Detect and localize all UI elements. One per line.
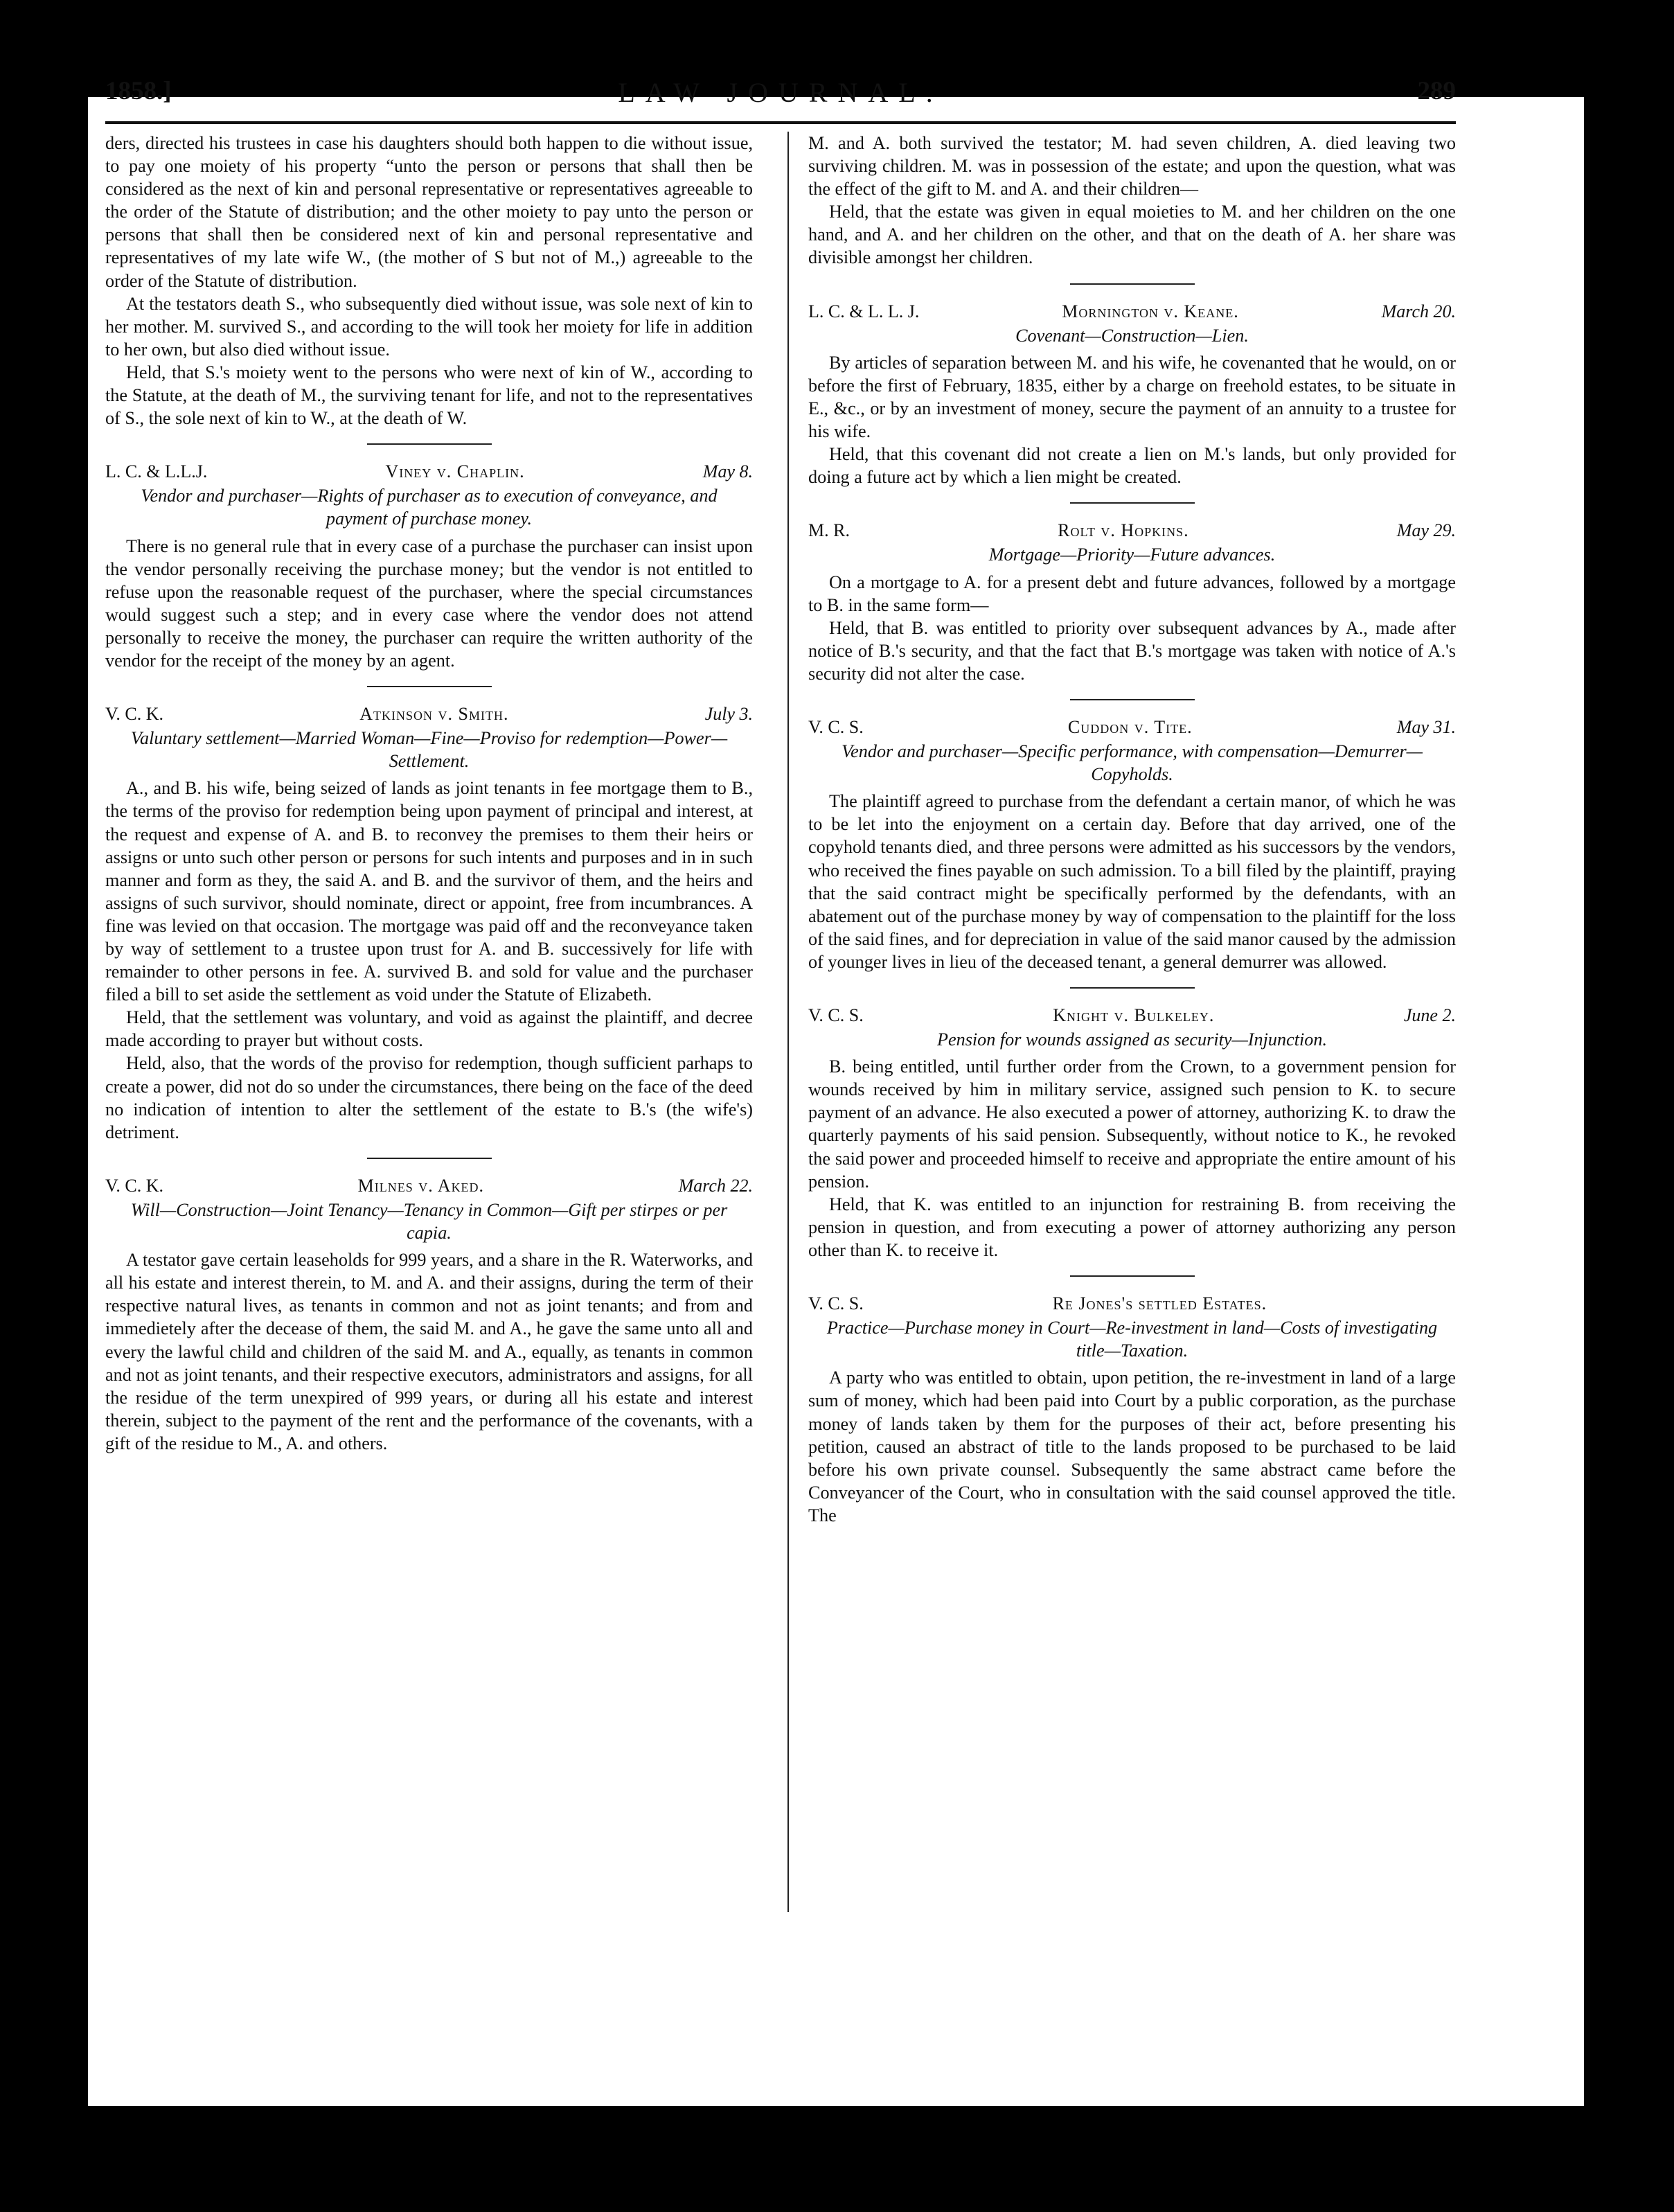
left-column <box>105 132 753 1455</box>
case-title: Knight v. Bulkeley. <box>1053 1005 1215 1025</box>
case-subject: Vendor and purchaser—Specific performance, with compensation—Demurrer—Copyholds. <box>842 741 1423 785</box>
case-court: L. C. & L. L. J. <box>808 301 920 321</box>
case-subject: Vendor and purchaser—Rights of purchaser as to execution of conveyance, and payment of purchase money. <box>141 486 718 529</box>
case-heading <box>808 1292 1456 1315</box>
section-rule <box>1070 1275 1195 1277</box>
page-header <box>105 76 1456 118</box>
case-date: July 3. <box>704 704 753 725</box>
case-court: V. C. K. <box>105 704 164 725</box>
continuation-paragraph: At the testators death S., who subsequently died without issue, was sole next of kin to her mother. M. survived S., and according to the will took her moiety for life in addition to her own, but also died without issue. <box>105 293 753 360</box>
case-paragraph: B. being entitled, until further order from the Crown, to a government pension for wounds received by him in military service, assigned such pension to K. to secure payment of an advance. He also executed a power of attorney, authorizing K. to draw the quarterly payments of his said pension. Subsequently, without notice to K., he revoked the said power and proceeded himself to receive and appropriate the entire amount of his pension. <box>808 1056 1456 1192</box>
case-entry <box>105 702 753 1144</box>
case-heading <box>808 1004 1456 1027</box>
case-subject: Practice—Purchase money in Court—Re-investment in land—Costs of investigating title—Taxation. <box>826 1318 1438 1361</box>
case-title: Mornington v. Keane. <box>1062 301 1239 321</box>
case-heading <box>808 716 1456 738</box>
case-paragraph: Held, that the settlement was voluntary, and void as against the plaintiff, and decree made according to prayer but without costs. <box>105 1007 753 1051</box>
case-court: V. C. S. <box>808 1005 864 1025</box>
case-court: M. R. <box>808 520 850 541</box>
case-paragraph: The plaintiff agreed to purchase from the defendant a certain manor, of which he was to be let into the enjoyment on a certain day. Before that day arrived, one of the copyhold tenants died, and three persons were admitted as his successors by the vendors, who received the fines payable on such admission. To a bill filed by the plaintiff, praying that the said contract might be specifically performed by the defendants, with an abatement out of the purchase money by way of compensation to the plaintiff for the loss of the said fines, and for depreciation in value of the said manor caused by the admission of younger lives in lieu of the deceased tenant, a general demurrer was allowed. <box>808 791 1456 972</box>
case-entry <box>808 716 1456 973</box>
case-heading <box>105 1174 753 1197</box>
header-year: 1858.] <box>105 77 172 105</box>
page-number: 289 <box>1417 77 1456 105</box>
case-paragraph: Held, that K. was entitled to an injunction for restraining B. from receiving the pension in question, and from executing a power of attorney authorizing any person other than K. to receive it. <box>808 1194 1456 1260</box>
section-rule <box>1070 283 1195 285</box>
case-entry <box>808 1292 1456 1527</box>
case-court: V. C. S. <box>808 716 864 737</box>
case-title: Cuddon v. Tite. <box>1067 716 1193 737</box>
case-heading <box>808 300 1456 323</box>
case-date: June 2. <box>1403 1005 1456 1025</box>
case-paragraph: By articles of separation between M. and his wife, he covenanted that he would, on or before the first of February, 1835, either by a charge on freehold estates, to be situate in E., &c., or by an investment of money, secure the payment of an annuity to a trustee for his wife. <box>808 352 1456 442</box>
case-paragraph: Held, that B. was entitled to priority over subsequent advances by A., made after notice of B.'s security, and that the fact that B.'s mortgage was taken with notice of A.'s security did not alter the case. <box>808 617 1456 684</box>
case-entry <box>808 519 1456 685</box>
case-date: May 8. <box>702 461 753 482</box>
case-paragraph: Held, that this covenant did not create a lien on M.'s lands, but only provided for doing a future act by which a lien might be created. <box>808 444 1456 488</box>
case-heading <box>105 460 753 483</box>
case-court: L. C. & L.L.J. <box>105 461 208 482</box>
case-paragraph: A party who was entitled to obtain, upon petition, the re-investment in land of a large sum of money, which had been paid into Court by a public corporation, as the purchase money of lands taken by them for the purposes of their act, before presenting his petition, caused an abstract of title to the lands proposed to be purchased to be laid before his own private counsel. Subsequently the same abstract came before the Conveyancer of the Court, who in consultation with the said counsel approved the title. The <box>808 1368 1456 1525</box>
right-column <box>808 132 1456 1527</box>
case-entry <box>808 300 1456 489</box>
case-title: Viney v. Chaplin. <box>385 461 525 482</box>
section-rule <box>1070 699 1195 700</box>
continuation-paragraph: M. and A. both survived the testator; M. had seven children, A. died leaving two surviving children. M. was in possession of the estate; and upon the question, what was the effect of the gift to M. and A. and their children— <box>808 133 1456 200</box>
section-rule <box>367 443 492 445</box>
case-date: March 22. <box>678 1175 753 1196</box>
case-paragraph: A testator gave certain leaseholds for 999 years, and a share in the R. Waterworks, and all his estate and interest therein, to M. and A. and their assigns, during the term of their respective natural lives, as tenants in common and not as joint tenants; and from and immedietely after the decease of them, the said M. and A., he gave the same unto all and every the lawful child and children of the said M. and A., equally, as tenants in common and not as joint tenants, and their respective executors, administrators and assigns, for all the residue of the term unexpired of 999 years, or during all his estate and interest therein, subject to the payment of the rent and the performance of the covenants, with a gift of the residue to M., A. and others. <box>105 1250 753 1453</box>
case-entry <box>808 1004 1456 1262</box>
held-paragraph: Held, that the estate was given in equal moieties to M. and her children on the one hand, and A. and her children on the other, and that on the death of A. her share was divisible amongst her children. <box>808 202 1456 268</box>
case-entry <box>105 460 753 672</box>
held-paragraph: Held, that S.'s moiety went to the persons who were next of kin of W., according to the Statute, at the death of M., the surviving tenant for life, and not to the representatives of S., the sole next of kin to W., at the death of W. <box>105 362 753 429</box>
case-title: Re Jones's settled Estates. <box>1052 1293 1267 1314</box>
case-court: V. C. S. <box>808 1293 864 1314</box>
section-rule <box>367 686 492 687</box>
case-court: V. C. K. <box>105 1175 164 1196</box>
case-paragraph: Held, also, that the words of the proviso for redemption, though sufficient parhaps to create a power, did not do so under the circumstances, there being on the face of the deed no indication of intention to alter the settlement of the estate to B.'s (the wife's) detriment. <box>105 1053 753 1142</box>
case-title: Rolt v. Hopkins. <box>1058 520 1189 541</box>
case-paragraph: There is no general rule that in every case of a purchase the purchaser can insist upon the vendor personally receiving the purchase money; but the vendor is not entitled to refuse upon the reasonable request of the purchaser, where the special circumstances would suggest such a step; and in every case where the vendor does not attend personally to receive the money, the purchaser can require the written authority of the vendor for the receipt of the money by an agent. <box>105 536 753 671</box>
case-subject: Valuntary settlement—Married Woman—Fine—Proviso for redemption—Power—Settlement. <box>130 728 728 772</box>
section-rule <box>1070 502 1195 504</box>
case-subject: Will—Construction—Joint Tenancy—Tenancy in Common—Gift per stirpes or per capia. <box>130 1199 728 1244</box>
case-date: May 31. <box>1396 716 1456 737</box>
section-rule <box>1070 987 1195 989</box>
case-date: May 29. <box>1396 520 1456 541</box>
continuation-paragraph: ders, directed his trustees in case his daughters should both happen to die without issue, to pay one moiety of his property “unto the person or persons that shall then be considered as the next of kin and personal representative or representatives agreeable to the order of the Statute of distribution; and the other moiety to pay unto the person or persons that shall then be considered next of kin and personal representative and representatives of my late wife W., (the mother of S but not of M.,) agreeable to the order of the Statute of distribution. <box>105 133 753 291</box>
column-divider <box>787 132 789 1912</box>
case-subject: Pension for wounds assigned as security—Injunction. <box>936 1029 1327 1050</box>
case-title: Atkinson v. Smith. <box>359 704 509 725</box>
section-rule <box>367 1158 492 1159</box>
case-paragraph: A., and B. his wife, being seized of lands as joint tenants in fee mortgage them to B., the terms of the proviso for redemption being upon payment of principal and interest, at the request and expense of A. and B. to reconvey the premises to them their heirs or assigns or unto such other person or persons for such intents and purposes and in in such manner and form as they, the said A. and B. and the survivor of them, and the heirs and assigns of such survivor, should nominate, direct or appoint, free from incumbrances. A fine was levied on that occasion. The mortgage was paid off and the reconveyance taken by way of settlement to a trustee upon trust for A. and B. successively for life with remainder to other persons in fee. A. survived B. and sold for value and the purchaser filed a bill to set aside the settlement as void under the Statute of Elizabeth. <box>105 778 753 1005</box>
case-heading <box>105 702 753 725</box>
case-date: March 20. <box>1381 301 1456 321</box>
case-entry <box>105 1174 753 1455</box>
case-title: Milnes v. Aked. <box>357 1175 485 1196</box>
case-paragraph: On a mortgage to A. for a present debt and future advances, followed by a mortgage to B. in the same form— <box>808 572 1456 615</box>
case-heading <box>808 519 1456 542</box>
case-subject: Mortgage—Priority—Future advances. <box>988 545 1276 565</box>
case-subject: Covenant—Construction—Lien. <box>1015 325 1249 346</box>
journal-title: LAW JOURNAL. <box>618 77 943 108</box>
header-rule <box>105 121 1456 124</box>
